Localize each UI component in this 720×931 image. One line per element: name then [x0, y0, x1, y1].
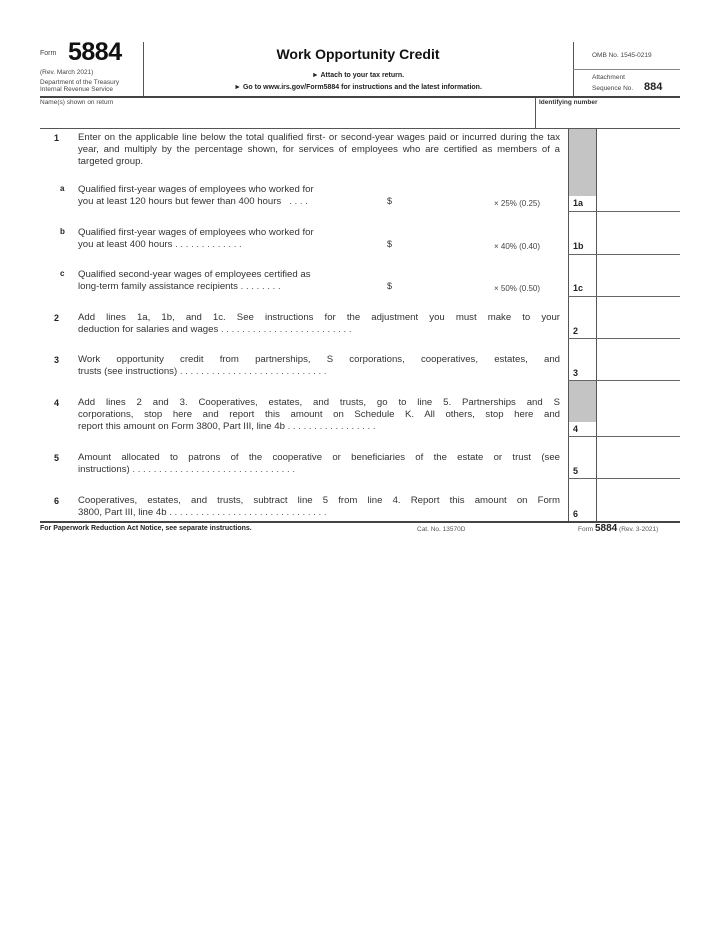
line-5-amount-input[interactable]	[599, 464, 681, 479]
line-4-text-1: Add lines 2 and 3. Cooperatives, estates, and trusts, go to line 5. Partnerships and S	[78, 397, 560, 408]
sequence-label: Sequence No.	[592, 85, 634, 92]
line-4-amount-input[interactable]	[599, 422, 681, 437]
id-divider	[535, 98, 536, 128]
line-6-text-2-main: 3800, Part III, line 4b	[78, 507, 167, 518]
footer-form-word: Form	[578, 526, 594, 533]
line-1c-letter: c	[60, 269, 65, 278]
line-5-leader-dots: . . . . . . . . . . . . . . . . . . . . . . . . . . . . . . .	[132, 464, 295, 475]
form-number: 5884	[68, 38, 122, 66]
line-1c-text-2	[78, 281, 378, 293]
line-1a-box-label: 1a	[573, 198, 584, 208]
name-field[interactable]	[40, 108, 534, 128]
footer-form-id	[578, 523, 658, 534]
line-1c-leader-dots: . . . . . . . .	[240, 281, 281, 292]
line-4-number: 4	[54, 398, 60, 408]
footer-form-number: 5884	[594, 523, 618, 534]
line-1a-text-2-main: you at least 120 hours but fewer than 400 hours	[78, 196, 282, 207]
line-2-text-2-main: deduction for salaries and wages	[78, 324, 219, 335]
line-1b-text-2-main: you at least 400 hours	[78, 239, 173, 250]
omb-divider	[573, 69, 680, 70]
line-5-text-2-main: instructions)	[78, 464, 130, 475]
line-5-box-label: 5	[573, 466, 579, 476]
omb-number: OMB No. 1545-0219	[592, 52, 652, 59]
line-4-text-3-main: report this amount on Form 3800, Part III, line 4b	[78, 421, 285, 432]
paperwork-notice: For Paperwork Reduction Act Notice, see separate instructions.	[40, 525, 252, 532]
line-5-number: 5	[54, 453, 60, 463]
line-2-text-1: Add lines 1a, 1b, and 1c. See instructions for the adjustment you must make to your	[78, 312, 560, 323]
shaded-cell-line4	[569, 381, 596, 422]
line-5-text-2	[78, 464, 560, 476]
line-2-text-2	[78, 324, 560, 336]
line-6-amount-input[interactable]	[599, 507, 681, 522]
form-word: Form	[40, 50, 57, 57]
line-1c-text-1: Qualified second-year wages of employees certified as	[78, 269, 311, 280]
instructions-link[interactable]: ► Go to www.irs.gov/Form5884 for instructions and the latest information.	[234, 84, 482, 91]
line-1b-amount-input[interactable]	[599, 240, 681, 255]
line-1c-box-label: 1c	[573, 283, 584, 293]
line-3-text-2-main: trusts (see instructions)	[78, 366, 178, 377]
id-label: Identifying number	[539, 99, 598, 106]
line-1a-letter: a	[60, 184, 65, 193]
label-column-right	[596, 129, 597, 521]
line-6-leader-dots: . . . . . . . . . . . . . . . . . . . . . . . . . . . . . .	[169, 507, 327, 518]
line-3-box-label: 3	[573, 368, 579, 378]
line-1a-wages-input[interactable]	[396, 195, 492, 209]
line-1b-letter: b	[60, 227, 65, 236]
line-1a-text-2	[78, 196, 358, 208]
line-6-text-2	[78, 507, 560, 519]
line-3-text-2	[78, 366, 560, 378]
line-1b-percentage: × 40% (0.40)	[494, 242, 541, 251]
line-1a-text-1: Qualified first-year wages of employees who worked for	[78, 184, 314, 195]
line-4-leader-dots: . . . . . . . . . . . . . . . . .	[287, 421, 376, 432]
line-6-number: 6	[54, 496, 60, 506]
line-1c-dollar-sign: $	[387, 281, 393, 291]
department: Department of the Treasury	[40, 79, 120, 86]
line-3-leader-dots: . . . . . . . . . . . . . . . . . . . . . . . . . . . .	[179, 366, 327, 377]
revision-date: (Rev. March 2021)	[40, 69, 94, 76]
line-2-number: 2	[54, 313, 60, 323]
line-1b-text-2	[78, 239, 378, 251]
line-1b-wages-input[interactable]	[396, 238, 492, 252]
line-3-amount-input[interactable]	[599, 366, 681, 381]
form-5884	[40, 0, 680, 540]
line-4-text-2: corporations, stop here and report this amount on Schedule K. All others, stop here and	[78, 409, 560, 420]
line-1c-percentage: × 50% (0.50)	[494, 284, 541, 293]
line-2-box-label: 2	[573, 326, 579, 336]
line-1b-leader-dots: . . . . . . . . . . . . .	[175, 239, 242, 250]
line-1b-text-1: Qualified first-year wages of employees who worked for	[78, 227, 314, 238]
line-2-leader-dots: . . . . . . . . . . . . . . . . . . . . . . . . .	[220, 324, 352, 335]
line-5-text-1: Amount allocated to patrons of the cooperative or beneficiaries of the estate or trust (see	[78, 452, 560, 463]
shaded-cell-line1	[569, 129, 596, 196]
line-2-amount-input[interactable]	[599, 324, 681, 339]
line-1c-text-2-main: long-term family assistance recipients	[78, 281, 238, 292]
line-1a-percentage: × 25% (0.25)	[494, 199, 541, 208]
line-1a-leader-dots: . . . .	[289, 196, 308, 207]
line-1b-box-label: 1b	[573, 241, 584, 251]
line-4-text-3	[78, 421, 560, 433]
line-1a-amount-input[interactable]	[599, 197, 681, 212]
line-3-text-1: Work opportunity credit from partnerships, S corporations, cooperatives, estates, and	[78, 354, 560, 365]
name-label: Name(s) shown on return	[40, 99, 114, 106]
line-1c-amount-input[interactable]	[599, 282, 681, 297]
header-rule	[40, 96, 680, 98]
line-1a-dollar-sign: $	[387, 196, 393, 206]
line-6-box-label: 6	[573, 509, 579, 519]
line-1b-dollar-sign: $	[387, 239, 393, 249]
catalog-number: Cat. No. 13570D	[417, 526, 466, 533]
footer-revision: (Rev. 3-2021)	[619, 526, 659, 533]
line-6-text-1: Cooperatives, estates, and trusts, subtract line 5 from line 4. Report this amount on Form	[78, 495, 560, 506]
form-title: Work Opportunity Credit	[276, 46, 440, 62]
line-1-text: Enter on the applicable line below the total qualified first- or second-year wages paid or incurred during the tax year, and multiply by the percentage shown, for services of employees who are certified as members of a targeted group.	[78, 132, 560, 167]
attachment-label: Attachment	[592, 74, 625, 81]
line-3-number: 3	[54, 355, 60, 365]
irs-service: Internal Revenue Service	[40, 86, 113, 93]
attach-note: ► Attach to your tax return.	[311, 72, 405, 79]
line-1-number: 1	[54, 133, 60, 143]
sequence-number: 884	[644, 81, 663, 93]
line-1c-wages-input[interactable]	[396, 280, 492, 294]
line-4-box-label: 4	[573, 424, 579, 434]
identifying-number-field[interactable]	[539, 108, 681, 128]
